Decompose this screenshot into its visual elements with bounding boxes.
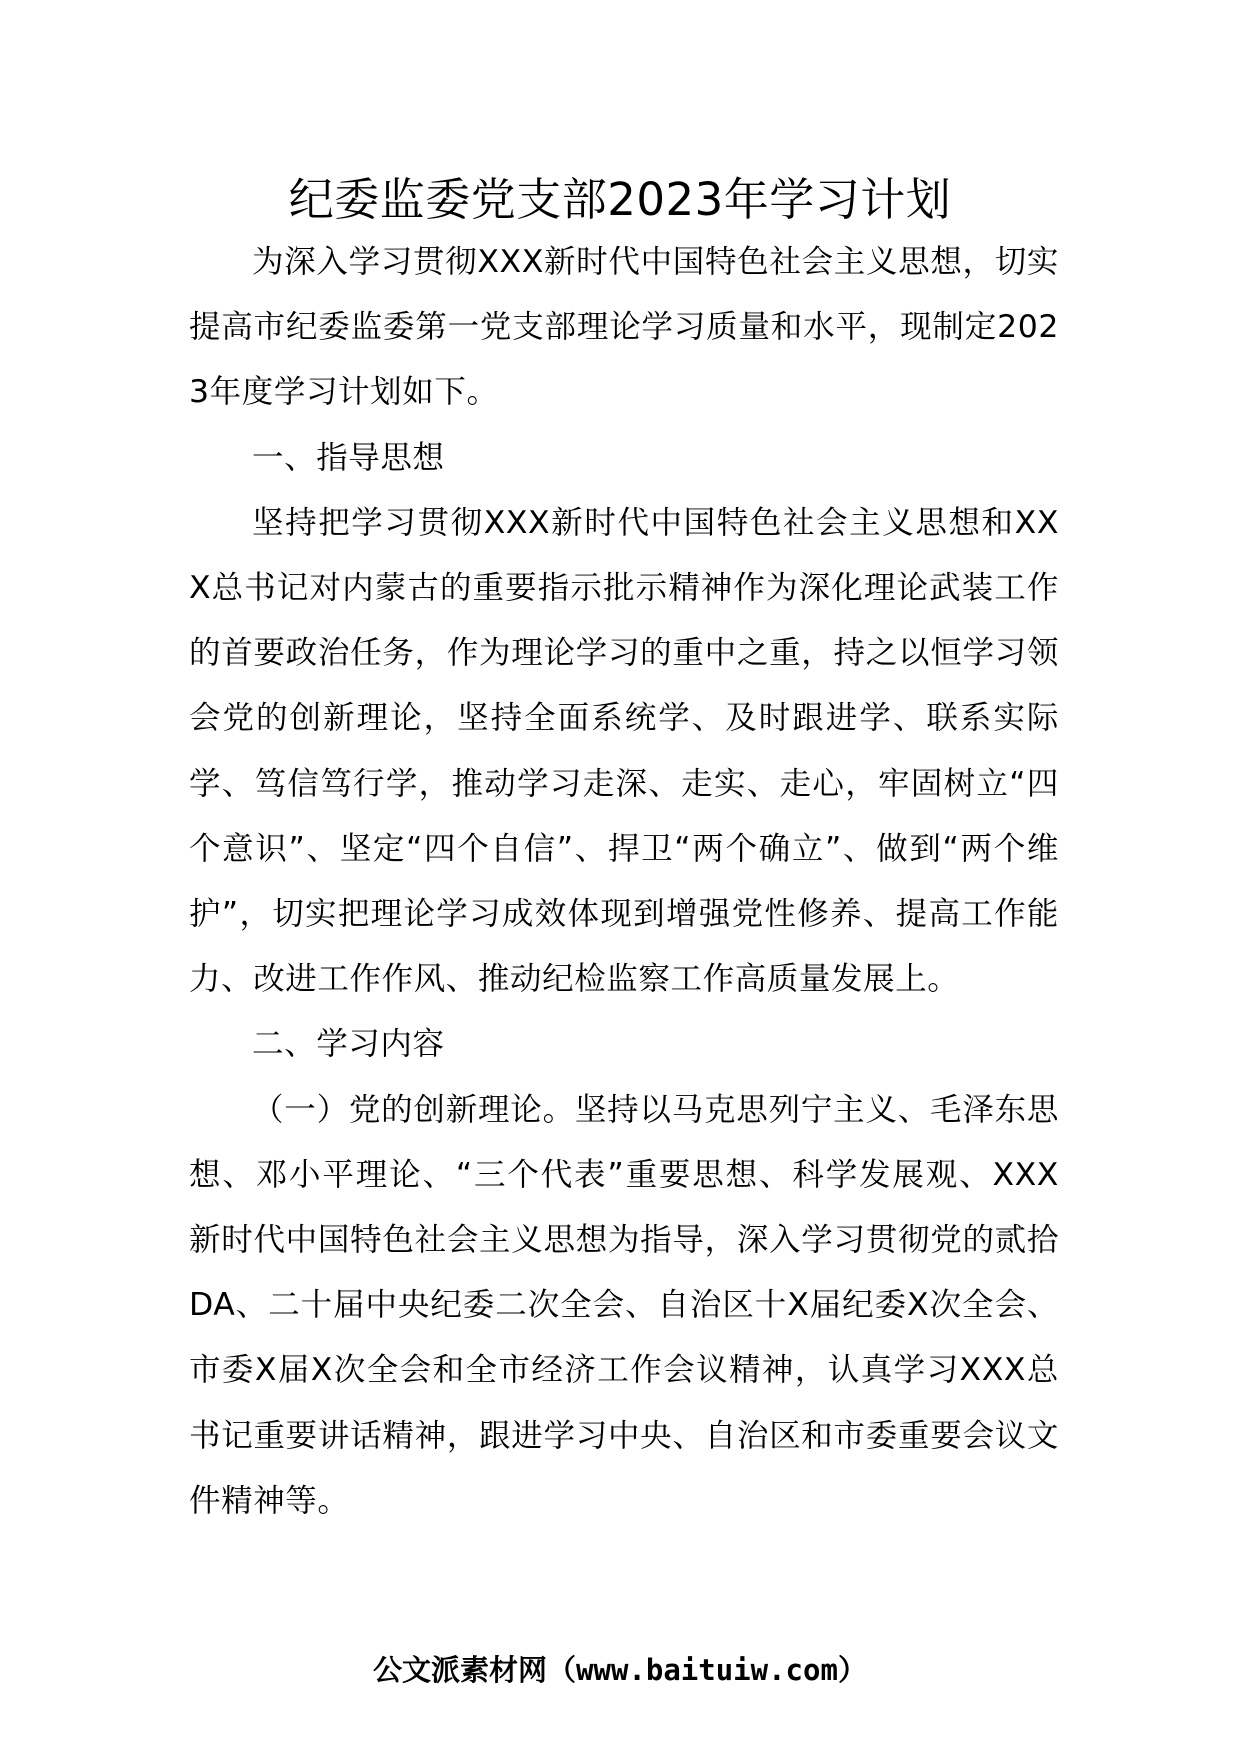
- document-body: [189, 230, 1059, 1534]
- footer-paren-close: ）: [837, 1653, 867, 1687]
- section-heading-study-content: 二、学习内容: [252, 1026, 445, 1063]
- footer-watermark: [0, 1648, 1240, 1692]
- footer-paren-open: （: [547, 1653, 577, 1687]
- footer-site-name: 公文派素材网: [373, 1653, 548, 1687]
- study-content-paragraph: （一）党的创新理论。坚持以马克思列宁主义、毛泽东思想、邓小平理论、“三个代表”重要思想、科学发展观、XXX新时代中国特色社会主义思想为指导，深入学习贯彻党的贰拾DA、二十届中央纪委二次全会、自治区十X届纪委X次全会、市委X届X次全会和全市经济工作会议精神，认真学习XXX总书记重要讲话精神，跟进学习中央、自治区和市委重要会议文件精神等。: [189, 1091, 1059, 1519]
- footer-url: www.baituiw.com: [576, 1653, 838, 1687]
- document-title: 纪委监委党支部2023年学习计划: [288, 173, 952, 226]
- guiding-thought-paragraph: 坚持把学习贯彻XXX新时代中国特色社会主义思想和XXX总书记对内蒙古的重要指示批示精神作为深化理论武装工作的首要政治任务，作为理论学习的重中之重，持之以恒学习领会党的创新理论，坚持全面系统学、及时跟进学、联系实际学、笃信笃行学，推动学习走深、走实、走心，牢固树立“四个意识”、坚定“四个自信”、捍卫“两个确立”、做到“两个维护”，切实把理论学习成效体现到增强党性修养、提高工作能力、改进工作作风、推动纪检监察工作高质量发展上。: [189, 504, 1059, 998]
- section-heading-guiding-thought: 一、指导思想: [252, 439, 445, 476]
- intro-paragraph: 为深入学习贯彻XXX新时代中国特色社会主义思想，切实提高市纪委监委第一党支部理论学习质量和水平，现制定2023年度学习计划如下。: [189, 244, 1059, 411]
